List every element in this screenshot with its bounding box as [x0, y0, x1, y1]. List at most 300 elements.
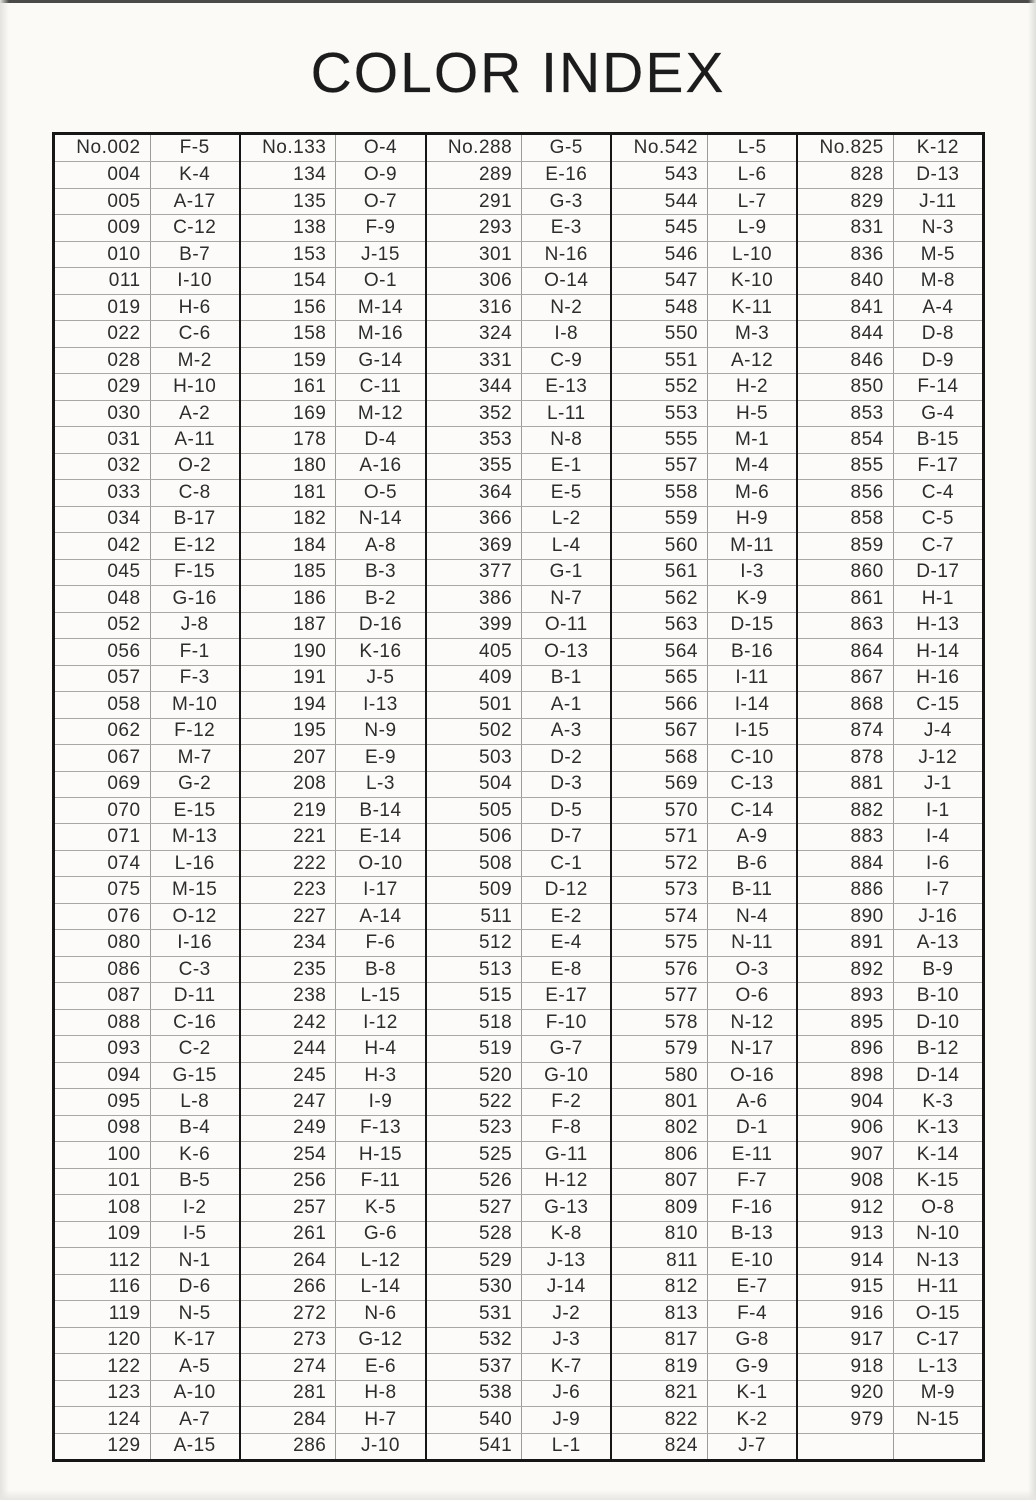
- color-number-cell: 836: [798, 242, 894, 267]
- grid-code-cell: H-2: [736, 376, 769, 398]
- table-row: [612, 956, 796, 982]
- color-number-cell: 071: [55, 824, 151, 849]
- grid-code-cell: E-16: [545, 164, 588, 186]
- color-number-cell: 522: [427, 1089, 523, 1114]
- color-number-cell: 234: [241, 930, 337, 955]
- grid-code-cell: H-4: [364, 1038, 397, 1060]
- color-number-cell: 256: [241, 1169, 337, 1194]
- color-number-cell: 813: [612, 1301, 708, 1326]
- color-number-cell: 883: [798, 824, 894, 849]
- color-number-cell: 249: [241, 1116, 337, 1141]
- grid-code-cell: G-16: [172, 587, 217, 609]
- table-row: [55, 1115, 239, 1141]
- color-number-cell: 405: [427, 639, 523, 664]
- grid-code-cell: C-4: [921, 481, 954, 503]
- table-row: [612, 320, 796, 346]
- table-row: [241, 347, 425, 373]
- grid-code-cell: D-8: [921, 323, 954, 345]
- color-number-cell: 571: [612, 824, 708, 849]
- color-number-cell: 180: [241, 454, 337, 479]
- table-row: [427, 691, 611, 717]
- color-number-cell: 100: [55, 1142, 151, 1167]
- table-row: [427, 771, 611, 797]
- color-number-cell: 846: [798, 348, 894, 373]
- color-number-cell: 579: [612, 1036, 708, 1061]
- color-number-cell: 048: [55, 586, 151, 611]
- index-column-group: [610, 135, 796, 1459]
- table-row: [427, 1327, 611, 1353]
- color-number-cell: 863: [798, 613, 894, 638]
- table-row: [241, 506, 425, 532]
- table-row: [55, 267, 239, 293]
- grid-code-cell: H-12: [544, 1170, 588, 1192]
- grid-code-cell: L-16: [174, 852, 215, 874]
- color-number-cell: 575: [612, 930, 708, 955]
- table-row: [427, 797, 611, 823]
- color-number-cell: 557: [612, 454, 708, 479]
- table-row: [241, 823, 425, 849]
- color-number-cell: 062: [55, 719, 151, 744]
- grid-code-cell: N-16: [544, 243, 588, 265]
- color-number-cell: 122: [55, 1354, 151, 1379]
- table-row: [241, 1088, 425, 1114]
- color-number-cell: 195: [241, 719, 337, 744]
- color-number-cell: 807: [612, 1169, 708, 1194]
- table-row: [55, 1274, 239, 1300]
- grid-code-cell: B-9: [922, 958, 954, 980]
- color-number-cell: 898: [798, 1063, 894, 1088]
- table-row: [55, 426, 239, 452]
- color-number-cell: 890: [798, 904, 894, 929]
- color-index-table: [52, 132, 985, 1462]
- color-number-cell: 874: [798, 719, 894, 744]
- grid-code-cell: M-7: [177, 746, 212, 768]
- table-row: [241, 1141, 425, 1167]
- color-number-cell: 824: [612, 1434, 708, 1459]
- color-number-cell: 119: [55, 1301, 151, 1326]
- index-column-group: [239, 135, 425, 1459]
- table-row: [612, 1300, 796, 1326]
- table-row: [612, 638, 796, 664]
- table-row: [427, 559, 611, 585]
- color-number-cell: 112: [55, 1248, 151, 1273]
- table-row: [798, 1247, 982, 1273]
- color-number-cell: 070: [55, 798, 151, 823]
- grid-code-cell: B-4: [179, 1117, 211, 1139]
- grid-code-cell: D-6: [178, 1276, 211, 1298]
- grid-code-cell: M-14: [357, 296, 404, 318]
- grid-code-cell: I-11: [735, 667, 769, 689]
- color-number-cell: 822: [612, 1407, 708, 1432]
- color-number-cell: 161: [241, 374, 337, 399]
- grid-code-cell: L-9: [737, 217, 767, 239]
- color-number-cell: 565: [612, 666, 708, 691]
- color-number-cell: 353: [427, 427, 523, 452]
- grid-code-cell: F-2: [551, 1091, 582, 1112]
- grid-code-cell: K-15: [916, 1170, 959, 1192]
- grid-code-cell: M-3: [734, 323, 770, 345]
- grid-code-cell: J-15: [360, 243, 400, 265]
- color-number-cell: No.133: [241, 135, 337, 161]
- table-row: [55, 1327, 239, 1353]
- grid-code-cell: G-7: [549, 1038, 583, 1060]
- table-row: [55, 665, 239, 691]
- table-row: [55, 214, 239, 240]
- table-row: [241, 373, 425, 399]
- grid-code-cell: A-12: [731, 349, 774, 371]
- color-number-cell: 052: [55, 613, 151, 638]
- table-row: [55, 850, 239, 876]
- color-number-cell: 178: [241, 427, 337, 452]
- table-row: [427, 638, 611, 664]
- color-number-cell: 908: [798, 1169, 894, 1194]
- color-number-cell: 520: [427, 1063, 523, 1088]
- table-row: [241, 797, 425, 823]
- grid-code-cell: N-14: [358, 508, 403, 530]
- grid-code-cell: N-11: [731, 932, 773, 954]
- grid-code-cell: L-4: [551, 534, 581, 556]
- grid-code-cell: K-8: [550, 1223, 582, 1245]
- table-row: [612, 188, 796, 214]
- table-row: [241, 982, 425, 1008]
- color-number-cell: 116: [55, 1275, 151, 1300]
- grid-code-cell: J-6: [552, 1382, 581, 1404]
- grid-code-cell: M-1: [734, 429, 770, 450]
- grid-code-cell: I-14: [734, 693, 770, 715]
- table-row: [241, 135, 425, 161]
- color-number-cell: 272: [241, 1301, 337, 1326]
- grid-code-cell: F-5: [179, 137, 210, 159]
- table-row: [612, 612, 796, 638]
- color-number-cell: 884: [798, 851, 894, 876]
- grid-code-cell: D-7: [550, 826, 583, 848]
- color-number-cell: 828: [798, 162, 894, 187]
- grid-code-cell: C-10: [730, 746, 774, 768]
- table-row: [798, 585, 982, 611]
- color-number-cell: [798, 1434, 894, 1459]
- grid-code-cell: N-4: [736, 905, 769, 927]
- color-number-cell: 806: [612, 1142, 708, 1167]
- color-number-cell: 191: [241, 666, 337, 691]
- grid-code-cell: H-15: [358, 1143, 403, 1165]
- table-row: [55, 691, 239, 717]
- grid-code-cell: M-12: [357, 402, 404, 424]
- color-number-cell: 511: [427, 904, 523, 929]
- color-number-cell: 906: [798, 1116, 894, 1141]
- grid-code-cell: G-12: [358, 1329, 403, 1351]
- color-number-cell: 284: [241, 1407, 337, 1432]
- color-number-cell: 154: [241, 268, 337, 293]
- grid-code-cell: E-6: [364, 1355, 397, 1377]
- table-row: [798, 1115, 982, 1141]
- color-number-cell: 548: [612, 295, 708, 320]
- color-number-cell: 913: [798, 1222, 894, 1247]
- grid-code-cell: O-14: [544, 270, 589, 292]
- color-number-cell: 501: [427, 692, 523, 717]
- table-row: [55, 585, 239, 611]
- grid-code-cell: E-9: [364, 746, 397, 768]
- table-row: [427, 373, 611, 399]
- table-row: [427, 1141, 611, 1167]
- table-row: [612, 1380, 796, 1406]
- grid-code-cell: H-13: [916, 614, 960, 636]
- table-row: [427, 320, 611, 346]
- table-row: [612, 1141, 796, 1167]
- grid-code-cell: B-17: [173, 508, 216, 530]
- table-row: [241, 956, 425, 982]
- table-row: [612, 585, 796, 611]
- color-number-cell: 528: [427, 1222, 523, 1247]
- table-row: [241, 214, 425, 240]
- table-row: [798, 188, 982, 214]
- grid-code-cell: G-6: [363, 1223, 398, 1245]
- grid-code-cell: E-13: [545, 376, 588, 398]
- table-row: [798, 506, 982, 532]
- color-number-cell: 254: [241, 1142, 337, 1167]
- color-number-cell: 915: [798, 1275, 894, 1300]
- color-number-cell: 138: [241, 215, 337, 240]
- color-number-cell: 555: [612, 427, 708, 452]
- color-number-cell: 570: [612, 798, 708, 823]
- color-number-cell: 551: [612, 348, 708, 373]
- grid-code-cell: H-8: [364, 1382, 397, 1404]
- grid-code-cell: I-10: [177, 270, 213, 292]
- table-row: [798, 1141, 982, 1167]
- grid-code-cell: E-15: [173, 799, 216, 821]
- grid-code-cell: H-16: [916, 667, 960, 689]
- grid-code-cell: E-5: [550, 481, 582, 503]
- color-number-cell: 355: [427, 454, 523, 479]
- grid-code-cell: C-8: [178, 481, 211, 503]
- grid-code-cell: C-16: [173, 1011, 217, 1033]
- grid-code-cell: J-8: [180, 614, 209, 636]
- grid-code-cell: E-14: [359, 826, 402, 848]
- table-row: [798, 135, 982, 161]
- table-row: [427, 850, 611, 876]
- grid-code-cell: I-16: [177, 932, 213, 954]
- grid-code-cell: D-4: [364, 429, 397, 450]
- color-number-cell: 573: [612, 877, 708, 902]
- color-number-cell: 067: [55, 745, 151, 770]
- table-row: [55, 956, 239, 982]
- table-row: [241, 1115, 425, 1141]
- color-number-cell: 009: [55, 215, 151, 240]
- color-number-cell: 912: [798, 1195, 894, 1220]
- color-number-cell: 031: [55, 427, 151, 452]
- color-number-cell: 056: [55, 639, 151, 664]
- color-number-cell: 101: [55, 1169, 151, 1194]
- table-row: [241, 1353, 425, 1379]
- color-number-cell: 568: [612, 745, 708, 770]
- table-row: [612, 241, 796, 267]
- table-row: [55, 241, 239, 267]
- color-number-cell: 080: [55, 930, 151, 955]
- table-row: [798, 691, 982, 717]
- grid-code-cell: D-2: [550, 746, 583, 768]
- grid-code-cell: G-10: [544, 1064, 589, 1086]
- grid-code-cell: G-9: [735, 1355, 769, 1377]
- color-number-cell: 094: [55, 1063, 151, 1088]
- grid-code-cell: F-8: [551, 1117, 582, 1139]
- color-number-cell: 076: [55, 904, 151, 929]
- color-number-cell: 878: [798, 745, 894, 770]
- color-number-cell: 291: [427, 189, 523, 214]
- color-number-cell: 098: [55, 1116, 151, 1141]
- grid-code-cell: E-1: [550, 455, 582, 477]
- color-number-cell: 527: [427, 1195, 523, 1220]
- table-row: [55, 1168, 239, 1194]
- table-row: [55, 903, 239, 929]
- table-row: [427, 161, 611, 187]
- table-row: [241, 294, 425, 320]
- color-number-cell: 093: [55, 1036, 151, 1061]
- table-row: [241, 771, 425, 797]
- table-row: [612, 1274, 796, 1300]
- color-number-cell: 109: [55, 1222, 151, 1247]
- table-row: [427, 1247, 611, 1273]
- grid-code-cell: O-7: [363, 190, 398, 212]
- color-number-cell: 503: [427, 745, 523, 770]
- grid-code-cell: H-6: [178, 296, 211, 318]
- grid-code-cell: A-3: [550, 720, 582, 742]
- grid-code-cell: D-11: [173, 985, 216, 1007]
- color-number-cell: 244: [241, 1036, 337, 1061]
- color-number-cell: 129: [55, 1434, 151, 1459]
- color-number-cell: 859: [798, 533, 894, 558]
- color-number-cell: 509: [427, 877, 523, 902]
- color-number-cell: 537: [427, 1354, 523, 1379]
- table-row: [427, 453, 611, 479]
- table-row: [798, 1221, 982, 1247]
- grid-code-cell: A-2: [179, 402, 211, 424]
- grid-code-cell: C-9: [550, 349, 583, 371]
- grid-code-cell: F-1: [179, 640, 210, 662]
- grid-code-cell: J-2: [552, 1302, 581, 1324]
- grid-code-cell: L-6: [737, 164, 767, 186]
- color-number-cell: 266: [241, 1275, 337, 1300]
- table-row: [427, 1380, 611, 1406]
- grid-code-cell: F-4: [737, 1302, 768, 1324]
- table-row: [55, 929, 239, 955]
- color-number-cell: 019: [55, 295, 151, 320]
- table-row: [55, 453, 239, 479]
- color-number-cell: 135: [241, 189, 337, 214]
- color-number-cell: 916: [798, 1301, 894, 1326]
- grid-code-cell: A-4: [922, 296, 954, 318]
- grid-code-cell: B-7: [179, 243, 211, 265]
- table-row: [241, 929, 425, 955]
- color-number-cell: 187: [241, 613, 337, 638]
- grid-code-cell: I-6: [926, 852, 950, 874]
- table-row: [612, 426, 796, 452]
- table-row: [427, 1035, 611, 1061]
- color-number-cell: 546: [612, 242, 708, 267]
- color-number-cell: 238: [241, 983, 337, 1008]
- table-row: [55, 1433, 239, 1459]
- color-number-cell: 502: [427, 719, 523, 744]
- color-number-cell: 261: [241, 1222, 337, 1247]
- grid-code-cell: O-5: [363, 481, 398, 503]
- grid-code-cell: D-17: [916, 561, 960, 583]
- table-row: [612, 294, 796, 320]
- table-row: [55, 1141, 239, 1167]
- grid-code-cell: F-11: [360, 1170, 401, 1192]
- grid-code-cell: J-13: [546, 1249, 586, 1271]
- table-row: [612, 400, 796, 426]
- table-row: [241, 1009, 425, 1035]
- color-number-cell: 289: [427, 162, 523, 187]
- color-number-cell: 914: [798, 1248, 894, 1273]
- table-row: [612, 691, 796, 717]
- table-row: [612, 135, 796, 161]
- grid-code-cell: C-5: [921, 508, 954, 530]
- color-number-cell: 513: [427, 957, 523, 982]
- table-row: [241, 850, 425, 876]
- color-number-cell: No.542: [612, 135, 708, 161]
- color-number-cell: 904: [798, 1089, 894, 1114]
- table-row: [612, 532, 796, 558]
- table-row: [427, 400, 611, 426]
- color-number-cell: 058: [55, 692, 151, 717]
- grid-code-cell: C-13: [730, 773, 774, 795]
- table-row: [55, 506, 239, 532]
- grid-code-cell: B-13: [731, 1223, 774, 1245]
- table-row: [241, 453, 425, 479]
- color-number-cell: 086: [55, 957, 151, 982]
- table-row: [55, 876, 239, 902]
- table-row: [798, 638, 982, 664]
- table-row: [427, 1353, 611, 1379]
- grid-code-cell: M-8: [920, 270, 955, 292]
- grid-code-cell: N-10: [916, 1223, 960, 1245]
- grid-code-cell: F-6: [365, 932, 396, 954]
- grid-code-cell: O-10: [358, 852, 403, 874]
- color-number-cell: 558: [612, 480, 708, 505]
- color-number-cell: 538: [427, 1381, 523, 1406]
- grid-code-cell: I-7: [926, 879, 950, 901]
- color-number-cell: 895: [798, 1010, 894, 1035]
- table-row: [241, 479, 425, 505]
- table-row: [612, 718, 796, 744]
- table-row: [798, 612, 982, 638]
- grid-code-cell: O-6: [735, 985, 769, 1007]
- color-number-cell: 281: [241, 1381, 337, 1406]
- table-row: [798, 1327, 982, 1353]
- grid-code-cell: O-1: [363, 270, 398, 292]
- grid-code-cell: I-2: [182, 1196, 207, 1218]
- table-row: [798, 453, 982, 479]
- color-number-cell: 563: [612, 613, 708, 638]
- grid-code-cell: H-1: [921, 587, 954, 609]
- color-number-cell: 227: [241, 904, 337, 929]
- grid-code-cell: E-11: [731, 1143, 773, 1165]
- grid-code-cell: A-11: [174, 429, 216, 450]
- table-row: [55, 1194, 239, 1220]
- grid-code-cell: O-3: [735, 958, 769, 980]
- color-number-cell: 316: [427, 295, 523, 320]
- grid-code-cell: J-12: [918, 746, 958, 768]
- table-row: [241, 718, 425, 744]
- color-number-cell: 257: [241, 1195, 337, 1220]
- grid-code-cell: I-1: [926, 799, 950, 821]
- table-row: [241, 1300, 425, 1326]
- table-row: [612, 267, 796, 293]
- color-number-cell: 108: [55, 1195, 151, 1220]
- table-row: [55, 718, 239, 744]
- table-row: [612, 1088, 796, 1114]
- table-row: [427, 294, 611, 320]
- grid-code-cell: K-11: [731, 296, 773, 318]
